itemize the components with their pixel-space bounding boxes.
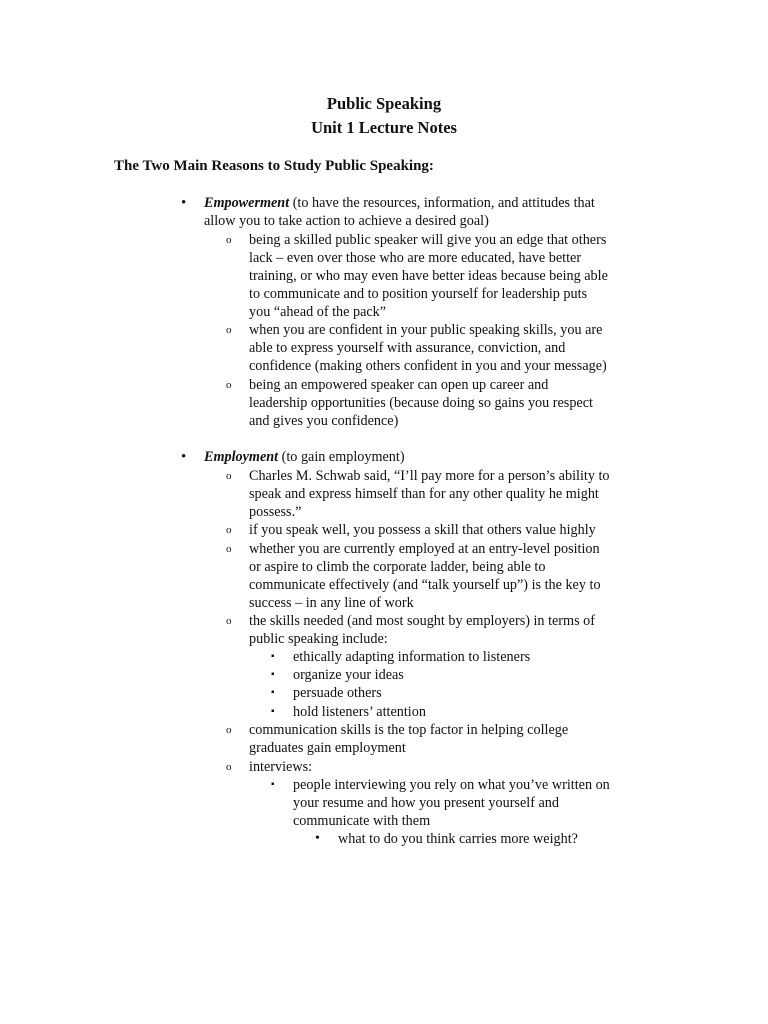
skill-item: ethically adapting information to listeners bbox=[293, 649, 531, 665]
list-item: speak and express himself than for any other quality he might bbox=[249, 486, 599, 502]
empowerment-item bbox=[204, 194, 595, 212]
question-item: what to do you think carries more weight? bbox=[338, 831, 578, 847]
sub-bullet-marker: o bbox=[226, 615, 232, 627]
sub-bullet-marker: o bbox=[226, 234, 232, 246]
empowerment-definition-cont: allow you to take action to achieve a desired goal) bbox=[204, 213, 489, 229]
bullet-marker: • bbox=[181, 195, 187, 211]
list-item: communication skills is the top factor in helping college bbox=[249, 722, 569, 738]
bullet-marker: • bbox=[181, 449, 187, 465]
list-item: or aspire to climb the corporate ladder, being able to bbox=[249, 559, 546, 575]
skill-item: organize your ideas bbox=[293, 667, 404, 683]
list-item: public speaking include: bbox=[249, 631, 388, 647]
document-subtitle: Unit 1 Lecture Notes bbox=[311, 118, 457, 137]
square-bullet-marker: ▪ bbox=[271, 779, 275, 790]
empowerment-term: Empowerment bbox=[204, 195, 290, 211]
list-item: whether you are currently employed at an entry-level position bbox=[249, 541, 600, 557]
employment-definition: (to gain employment) bbox=[278, 449, 405, 465]
list-item: to communicate and to position yourself for leadership puts bbox=[249, 286, 588, 302]
list-item: confidence (making others confident in you and your message) bbox=[249, 358, 607, 374]
sub-bullet-marker: o bbox=[226, 724, 232, 736]
skill-item: hold listeners’ attention bbox=[293, 704, 426, 720]
interview-point: your resume and how you present yourself and bbox=[293, 795, 559, 811]
list-item: communicate effectively (and “talk yourself up”) is the key to bbox=[249, 577, 601, 593]
list-item: the skills needed (and most sought by employers) in terms of bbox=[249, 613, 595, 629]
interview-point: people interviewing you rely on what you’ve written on bbox=[293, 777, 610, 793]
section-heading: The Two Main Reasons to Study Public Speaking: bbox=[114, 158, 434, 174]
list-item: when you are confident in your public speaking skills, you are bbox=[249, 322, 603, 338]
square-bullet-marker: ▪ bbox=[271, 669, 275, 680]
sub-bullet-marker: o bbox=[226, 543, 232, 555]
list-item: you “ahead of the pack” bbox=[249, 304, 387, 320]
bullet-marker: • bbox=[315, 831, 320, 846]
list-item: lack – even over those who are more educated, have better bbox=[249, 250, 582, 266]
square-bullet-marker: ▪ bbox=[271, 706, 275, 717]
square-bullet-marker: ▪ bbox=[271, 651, 275, 662]
list-item: training, or who may even have better ideas because being able bbox=[249, 268, 608, 284]
list-item: able to express yourself with assurance, conviction, and bbox=[249, 340, 566, 356]
employment-item bbox=[204, 448, 405, 466]
list-item: leadership opportunities (because doing so gains you respect bbox=[249, 395, 593, 411]
empowerment-definition: (to have the resources, information, and attitudes that bbox=[289, 195, 595, 211]
document-title: Public Speaking bbox=[326, 94, 442, 113]
list-item: being a skilled public speaker will give you an edge that others bbox=[249, 232, 607, 248]
list-item: Charles M. Schwab said, “I’ll pay more for a person’s ability to bbox=[249, 468, 610, 484]
list-item: interviews: bbox=[249, 759, 313, 775]
sub-bullet-marker: o bbox=[226, 524, 232, 536]
sub-bullet-marker: o bbox=[226, 761, 232, 773]
list-item: being an empowered speaker can open up career and bbox=[249, 377, 549, 393]
list-item: graduates gain employment bbox=[249, 740, 406, 756]
square-bullet-marker: ▪ bbox=[271, 687, 275, 698]
list-item: and gives you confidence) bbox=[249, 413, 399, 429]
sub-bullet-marker: o bbox=[226, 379, 232, 391]
list-item: if you speak well, you possess a skill that others value highly bbox=[249, 522, 596, 538]
list-item: success – in any line of work bbox=[249, 595, 414, 611]
list-item: possess.” bbox=[249, 504, 302, 520]
sub-bullet-marker: o bbox=[226, 470, 232, 482]
sub-bullet-marker: o bbox=[226, 324, 232, 336]
employment-term: Employment bbox=[204, 449, 279, 465]
skill-item: persuade others bbox=[293, 685, 382, 701]
interview-point: communicate with them bbox=[293, 813, 431, 829]
